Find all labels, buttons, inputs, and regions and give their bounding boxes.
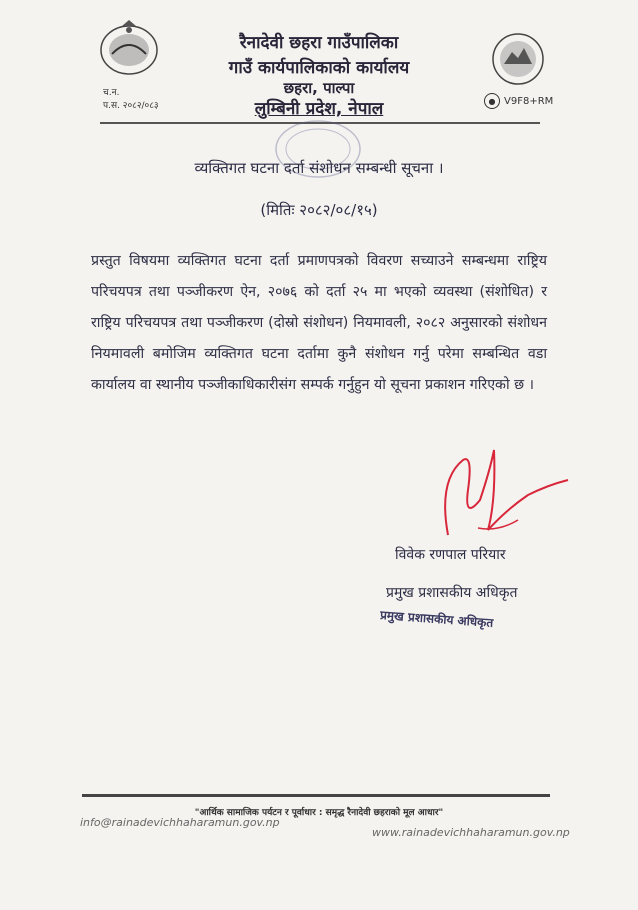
header-address: छहरा, पाल्पा bbox=[283, 79, 355, 97]
notice-date: (मितिः २०८२/०८/१५) bbox=[260, 201, 378, 219]
footer-website: www.rainadevichhaharamun.gov.np bbox=[372, 826, 570, 839]
notice-body: प्रस्तुत विषयमा व्यक्तिगत घटना दर्ता प्रमाणपत्रको विवरण सच्याउने सम्बन्धमा राष्ट्रिय परिचयपत्र तथा पञ्जीकरण ऐन, २०७६ को दर्ता २५ मा भएको व्यवस्था (संशोधित) र राष्ट्रिय परिचयपत्र तथा पञ्जीकरण (दोस्रो संशोधन) नियमावली, २०८२ अनुसारको संशोधन नियमावली बमोजिम व्यक्तिगत घटना दर्तामा कुनै संशोधन गर्नु परेमा सम्बन्धित वडा कार्यालय वा स्थानीय पञ्जीकाधिकारीसंग सम्पर्क गर्नुहुन यो सूचना प्रकाशन गरिएको छ । bbox=[91, 253, 547, 393]
location-code-text: V9F8+RM bbox=[504, 95, 554, 107]
header-office-name: गाउँ कार्यपालिकाको कार्यालय bbox=[228, 58, 410, 78]
header-municipality-name: रैनादेवी छहरा गाउँपालिका bbox=[239, 33, 399, 53]
location-pin-icon: ● bbox=[484, 93, 500, 109]
footer-email: info@rainadevichhaharamun.gov.np bbox=[80, 816, 280, 829]
header-province: लुम्बिनी प्रदेश, नेपाल bbox=[254, 99, 384, 119]
footer-divider bbox=[82, 794, 550, 797]
handwritten-signature bbox=[418, 440, 578, 550]
footer-slogan: "आर्थिक सामाजिक पर्यटन र पूर्वाधार : समृद्ध रैनादेवी छहराको मूल आधार" bbox=[194, 808, 444, 818]
signatory-stamp: प्रमुख प्रशासकीय अधिकृत bbox=[379, 608, 494, 630]
notice-subject: व्यक्तिगत घटना दर्ता संशोधन सम्बन्धी सूचना । bbox=[194, 159, 444, 177]
signatory-title: प्रमुख प्रशासकीय अधिकृत bbox=[386, 585, 518, 601]
location-code bbox=[484, 93, 553, 109]
reference-label: च.न. bbox=[103, 88, 120, 98]
reference-number: प.स. २०८२/०८३ bbox=[103, 101, 159, 111]
signatory-name: विवेक रणपाल परियार bbox=[395, 547, 506, 563]
